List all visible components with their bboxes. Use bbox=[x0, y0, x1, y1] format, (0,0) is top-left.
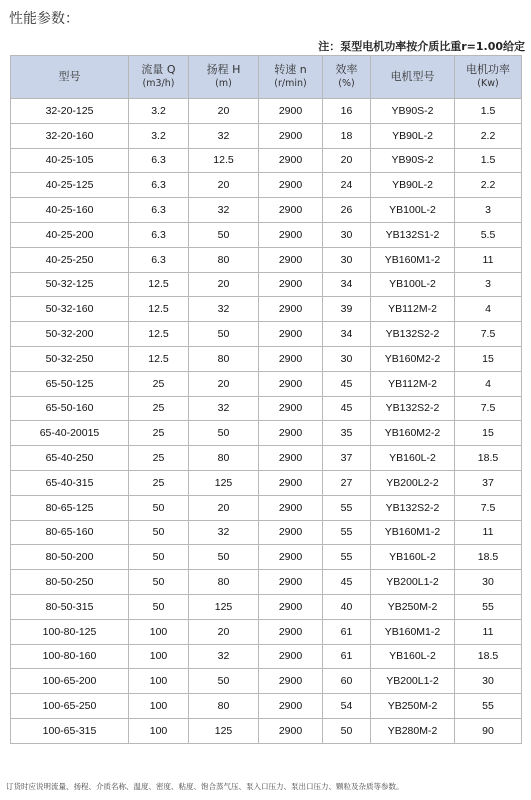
cell-motor-power: 37 bbox=[455, 470, 522, 495]
cell-speed: 2900 bbox=[259, 446, 323, 471]
cell-efficiency: 54 bbox=[323, 694, 371, 719]
table-row bbox=[11, 371, 522, 396]
cell-flow: 3.2 bbox=[129, 99, 189, 124]
cell-flow: 25 bbox=[129, 396, 189, 421]
cell-motor-model: YB132S1-2 bbox=[371, 222, 455, 247]
cell-flow: 100 bbox=[129, 644, 189, 669]
cell-motor-power: 30 bbox=[455, 669, 522, 694]
cell-motor-power: 1.5 bbox=[455, 148, 522, 173]
header-head-label: 扬程 H bbox=[206, 63, 241, 76]
cell-motor-power: 2.2 bbox=[455, 173, 522, 198]
table-body bbox=[11, 99, 522, 744]
cell-head: 80 bbox=[189, 247, 259, 272]
cell-motor-power: 18.5 bbox=[455, 545, 522, 570]
cell-flow: 25 bbox=[129, 371, 189, 396]
cell-speed: 2900 bbox=[259, 173, 323, 198]
cell-efficiency: 16 bbox=[323, 99, 371, 124]
cell-motor-model: YB160M1-2 bbox=[371, 619, 455, 644]
header-efficiency bbox=[323, 56, 371, 99]
cell-model: 40-25-200 bbox=[11, 222, 129, 247]
header-flow-label: 流量 Q bbox=[141, 63, 176, 76]
table-row bbox=[11, 520, 522, 545]
performance-table bbox=[10, 55, 522, 744]
cell-motor-model: YB160L-2 bbox=[371, 545, 455, 570]
cell-head: 50 bbox=[189, 545, 259, 570]
table-row bbox=[11, 644, 522, 669]
cell-flow: 25 bbox=[129, 421, 189, 446]
table-row bbox=[11, 247, 522, 272]
header-motor-model bbox=[371, 56, 455, 99]
cell-flow: 6.3 bbox=[129, 148, 189, 173]
table-row bbox=[11, 495, 522, 520]
header-flow-unit: (m3/h) bbox=[142, 78, 175, 89]
cell-motor-model: YB132S2-2 bbox=[371, 396, 455, 421]
cell-efficiency: 30 bbox=[323, 222, 371, 247]
cell-speed: 2900 bbox=[259, 570, 323, 595]
cell-motor-model: YB200L2-2 bbox=[371, 470, 455, 495]
header-motor-power-unit: (Kw) bbox=[477, 78, 499, 89]
cell-efficiency: 55 bbox=[323, 520, 371, 545]
cell-flow: 50 bbox=[129, 520, 189, 545]
cell-motor-power: 4 bbox=[455, 297, 522, 322]
cell-flow: 100 bbox=[129, 619, 189, 644]
cell-motor-model: YB132S2-2 bbox=[371, 495, 455, 520]
cell-model: 40-25-125 bbox=[11, 173, 129, 198]
cell-speed: 2900 bbox=[259, 520, 323, 545]
cell-head: 32 bbox=[189, 297, 259, 322]
table-row bbox=[11, 272, 522, 297]
table-row bbox=[11, 148, 522, 173]
table-row bbox=[11, 123, 522, 148]
cell-speed: 2900 bbox=[259, 594, 323, 619]
cell-motor-power: 3 bbox=[455, 198, 522, 223]
header-speed bbox=[259, 56, 323, 99]
cell-model: 65-40-315 bbox=[11, 470, 129, 495]
cell-model: 80-50-315 bbox=[11, 594, 129, 619]
cell-flow: 50 bbox=[129, 545, 189, 570]
cell-flow: 12.5 bbox=[129, 346, 189, 371]
cell-motor-power: 15 bbox=[455, 421, 522, 446]
cell-head: 125 bbox=[189, 470, 259, 495]
table-header-row bbox=[11, 56, 522, 99]
header-motor-power-label: 电机功率 bbox=[466, 63, 510, 76]
cell-efficiency: 45 bbox=[323, 396, 371, 421]
cell-flow: 12.5 bbox=[129, 322, 189, 347]
cell-head: 50 bbox=[189, 322, 259, 347]
cell-model: 100-80-125 bbox=[11, 619, 129, 644]
table-row bbox=[11, 396, 522, 421]
cell-flow: 12.5 bbox=[129, 272, 189, 297]
cell-speed: 2900 bbox=[259, 669, 323, 694]
cell-efficiency: 45 bbox=[323, 371, 371, 396]
cell-head: 20 bbox=[189, 173, 259, 198]
cell-flow: 3.2 bbox=[129, 123, 189, 148]
cell-speed: 2900 bbox=[259, 272, 323, 297]
cell-flow: 12.5 bbox=[129, 297, 189, 322]
cell-efficiency: 60 bbox=[323, 669, 371, 694]
cell-head: 80 bbox=[189, 446, 259, 471]
cell-head: 32 bbox=[189, 396, 259, 421]
cell-motor-model: YB160L-2 bbox=[371, 644, 455, 669]
table-note: 注：泵型电机功率按介质比重r=1.00给定 bbox=[318, 40, 525, 53]
cell-speed: 2900 bbox=[259, 470, 323, 495]
cell-speed: 2900 bbox=[259, 619, 323, 644]
cell-head: 50 bbox=[189, 222, 259, 247]
cell-head: 20 bbox=[189, 371, 259, 396]
cell-motor-power: 4 bbox=[455, 371, 522, 396]
cell-head: 32 bbox=[189, 198, 259, 223]
cell-speed: 2900 bbox=[259, 495, 323, 520]
cell-flow: 100 bbox=[129, 669, 189, 694]
cell-head: 20 bbox=[189, 619, 259, 644]
cell-speed: 2900 bbox=[259, 123, 323, 148]
cell-efficiency: 30 bbox=[323, 346, 371, 371]
cell-motor-power: 3 bbox=[455, 272, 522, 297]
cell-efficiency: 50 bbox=[323, 718, 371, 743]
cell-head: 12.5 bbox=[189, 148, 259, 173]
cell-motor-power: 55 bbox=[455, 594, 522, 619]
header-speed-unit: (r/min) bbox=[274, 78, 307, 89]
cell-head: 80 bbox=[189, 346, 259, 371]
table-row bbox=[11, 421, 522, 446]
cell-motor-model: YB160M2-2 bbox=[371, 421, 455, 446]
header-motor-model-label: 电机型号 bbox=[390, 70, 435, 83]
cell-motor-model: YB160L-2 bbox=[371, 446, 455, 471]
cell-flow: 6.3 bbox=[129, 198, 189, 223]
cell-motor-model: YB200L1-2 bbox=[371, 669, 455, 694]
table-row bbox=[11, 297, 522, 322]
header-motor-power bbox=[455, 56, 522, 99]
table-row bbox=[11, 669, 522, 694]
header-flow bbox=[129, 56, 189, 99]
table-row bbox=[11, 322, 522, 347]
cell-model: 65-40-250 bbox=[11, 446, 129, 471]
cell-head: 20 bbox=[189, 272, 259, 297]
cell-speed: 2900 bbox=[259, 545, 323, 570]
cell-model: 65-50-160 bbox=[11, 396, 129, 421]
cell-flow: 25 bbox=[129, 446, 189, 471]
cell-motor-power: 7.5 bbox=[455, 495, 522, 520]
table-row bbox=[11, 718, 522, 743]
cell-motor-model: YB160M1-2 bbox=[371, 247, 455, 272]
cell-speed: 2900 bbox=[259, 346, 323, 371]
cell-model: 100-65-200 bbox=[11, 669, 129, 694]
cell-speed: 2900 bbox=[259, 322, 323, 347]
cell-head: 50 bbox=[189, 669, 259, 694]
cell-speed: 2900 bbox=[259, 421, 323, 446]
cell-efficiency: 37 bbox=[323, 446, 371, 471]
cell-motor-power: 5.5 bbox=[455, 222, 522, 247]
cell-efficiency: 30 bbox=[323, 247, 371, 272]
cell-head: 20 bbox=[189, 495, 259, 520]
cell-motor-model: YB250M-2 bbox=[371, 694, 455, 719]
cell-motor-power: 11 bbox=[455, 619, 522, 644]
cell-model: 40-25-105 bbox=[11, 148, 129, 173]
cell-motor-model: YB90S-2 bbox=[371, 99, 455, 124]
cell-head: 32 bbox=[189, 644, 259, 669]
cell-speed: 2900 bbox=[259, 718, 323, 743]
header-head bbox=[189, 56, 259, 99]
cell-model: 50-32-160 bbox=[11, 297, 129, 322]
cell-speed: 2900 bbox=[259, 694, 323, 719]
table-row bbox=[11, 346, 522, 371]
cell-efficiency: 34 bbox=[323, 322, 371, 347]
cell-motor-power: 7.5 bbox=[455, 322, 522, 347]
cell-flow: 50 bbox=[129, 594, 189, 619]
cell-head: 125 bbox=[189, 718, 259, 743]
cell-flow: 6.3 bbox=[129, 247, 189, 272]
cell-efficiency: 39 bbox=[323, 297, 371, 322]
cell-speed: 2900 bbox=[259, 644, 323, 669]
cell-speed: 2900 bbox=[259, 371, 323, 396]
cell-model: 50-32-200 bbox=[11, 322, 129, 347]
cell-head: 50 bbox=[189, 421, 259, 446]
cell-efficiency: 26 bbox=[323, 198, 371, 223]
cell-speed: 2900 bbox=[259, 99, 323, 124]
cell-flow: 25 bbox=[129, 470, 189, 495]
cell-model: 65-40-20015 bbox=[11, 421, 129, 446]
cell-efficiency: 61 bbox=[323, 644, 371, 669]
cell-efficiency: 27 bbox=[323, 470, 371, 495]
header-head-unit: (m) bbox=[215, 78, 232, 89]
cell-model: 100-80-160 bbox=[11, 644, 129, 669]
cell-motor-power: 15 bbox=[455, 346, 522, 371]
cell-flow: 6.3 bbox=[129, 173, 189, 198]
cell-head: 20 bbox=[189, 99, 259, 124]
cell-efficiency: 20 bbox=[323, 148, 371, 173]
cell-motor-power: 7.5 bbox=[455, 396, 522, 421]
cell-motor-model: YB160M1-2 bbox=[371, 520, 455, 545]
cell-model: 32-20-125 bbox=[11, 99, 129, 124]
cell-motor-model: YB132S2-2 bbox=[371, 322, 455, 347]
cell-model: 80-50-250 bbox=[11, 570, 129, 595]
cell-efficiency: 34 bbox=[323, 272, 371, 297]
cell-motor-model: YB250M-2 bbox=[371, 594, 455, 619]
section-title: 性能参数： bbox=[9, 11, 79, 27]
cell-efficiency: 35 bbox=[323, 421, 371, 446]
cell-head: 80 bbox=[189, 570, 259, 595]
cell-flow: 50 bbox=[129, 570, 189, 595]
cell-efficiency: 55 bbox=[323, 545, 371, 570]
cell-motor-model: YB100L-2 bbox=[371, 272, 455, 297]
cell-efficiency: 18 bbox=[323, 123, 371, 148]
cell-model: 80-50-200 bbox=[11, 545, 129, 570]
cell-motor-power: 55 bbox=[455, 694, 522, 719]
cell-flow: 100 bbox=[129, 694, 189, 719]
table-row bbox=[11, 619, 522, 644]
cell-head: 32 bbox=[189, 123, 259, 148]
cell-motor-model: YB280M-2 bbox=[371, 718, 455, 743]
cell-motor-power: 90 bbox=[455, 718, 522, 743]
cell-motor-power: 11 bbox=[455, 520, 522, 545]
cell-speed: 2900 bbox=[259, 198, 323, 223]
cell-motor-model: YB112M-2 bbox=[371, 297, 455, 322]
cell-motor-model: YB112M-2 bbox=[371, 371, 455, 396]
cell-motor-power: 18.5 bbox=[455, 446, 522, 471]
cell-motor-power: 30 bbox=[455, 570, 522, 595]
cell-efficiency: 61 bbox=[323, 619, 371, 644]
table-row bbox=[11, 694, 522, 719]
table-row bbox=[11, 446, 522, 471]
table-row bbox=[11, 99, 522, 124]
table-row bbox=[11, 570, 522, 595]
cell-model: 80-65-125 bbox=[11, 495, 129, 520]
cell-efficiency: 40 bbox=[323, 594, 371, 619]
cell-model: 100-65-250 bbox=[11, 694, 129, 719]
header-model bbox=[11, 56, 129, 99]
cell-flow: 100 bbox=[129, 718, 189, 743]
cell-efficiency: 24 bbox=[323, 173, 371, 198]
cell-flow: 50 bbox=[129, 495, 189, 520]
header-model-label: 型号 bbox=[58, 70, 81, 83]
cell-model: 80-65-160 bbox=[11, 520, 129, 545]
cell-model: 50-32-125 bbox=[11, 272, 129, 297]
cell-motor-power: 2.2 bbox=[455, 123, 522, 148]
header-efficiency-unit: (%) bbox=[338, 78, 355, 89]
table-row bbox=[11, 594, 522, 619]
cell-head: 125 bbox=[189, 594, 259, 619]
cell-model: 100-65-315 bbox=[11, 718, 129, 743]
header-speed-label: 转速 n bbox=[274, 63, 307, 76]
cell-motor-power: 11 bbox=[455, 247, 522, 272]
cell-flow: 6.3 bbox=[129, 222, 189, 247]
cell-model: 50-32-250 bbox=[11, 346, 129, 371]
order-footnote: 订货时应说明流量、扬程、介质名称、温度、密度、粘度、饱合蒸气压、泵入口压力、泵出口压力、颗粒及杂质等参数。 bbox=[6, 782, 404, 791]
cell-speed: 2900 bbox=[259, 396, 323, 421]
cell-speed: 2900 bbox=[259, 222, 323, 247]
table-row bbox=[11, 470, 522, 495]
cell-motor-power: 18.5 bbox=[455, 644, 522, 669]
cell-motor-model: YB90S-2 bbox=[371, 148, 455, 173]
cell-speed: 2900 bbox=[259, 297, 323, 322]
cell-speed: 2900 bbox=[259, 247, 323, 272]
cell-motor-model: YB90L-2 bbox=[371, 173, 455, 198]
cell-head: 80 bbox=[189, 694, 259, 719]
table-row bbox=[11, 173, 522, 198]
header-efficiency-label: 效率 bbox=[335, 63, 358, 76]
cell-motor-model: YB160M2-2 bbox=[371, 346, 455, 371]
cell-efficiency: 45 bbox=[323, 570, 371, 595]
cell-motor-power: 1.5 bbox=[455, 99, 522, 124]
cell-motor-model: YB90L-2 bbox=[371, 123, 455, 148]
table-row bbox=[11, 198, 522, 223]
cell-model: 40-25-160 bbox=[11, 198, 129, 223]
cell-motor-model: YB200L1-2 bbox=[371, 570, 455, 595]
cell-efficiency: 55 bbox=[323, 495, 371, 520]
table-row bbox=[11, 222, 522, 247]
cell-speed: 2900 bbox=[259, 148, 323, 173]
cell-model: 32-20-160 bbox=[11, 123, 129, 148]
cell-model: 40-25-250 bbox=[11, 247, 129, 272]
cell-motor-model: YB100L-2 bbox=[371, 198, 455, 223]
table-row bbox=[11, 545, 522, 570]
cell-head: 32 bbox=[189, 520, 259, 545]
cell-model: 65-50-125 bbox=[11, 371, 129, 396]
